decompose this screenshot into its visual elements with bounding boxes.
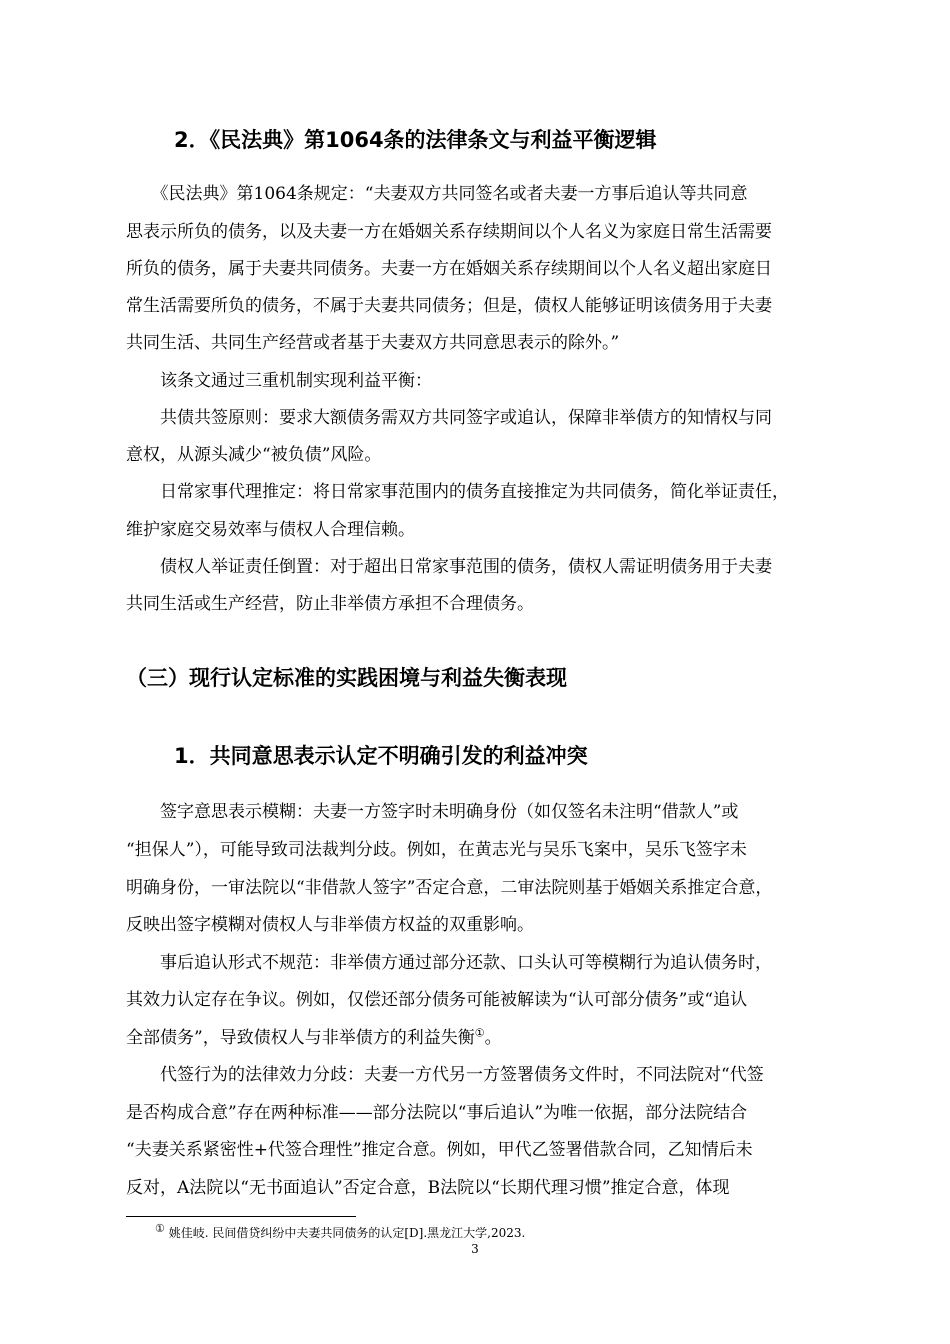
paragraph-line: 该条文通过三重机制实现利益平衡： [126, 371, 432, 391]
page-number: 3 [471, 1242, 479, 1256]
paragraph-line-with-footnote-ref [126, 1026, 502, 1050]
paragraph-line: 共同生活、共同生产经营或者基于夫妻双方共同意思表示的除外。” [126, 333, 620, 353]
paragraph-line: 《民法典》第1064条规定：“夫妻双方共同签名或者夫妻一方事后追认等共同意 [126, 184, 748, 204]
paragraph-line: 反映出签字模糊对债权人与非举债方权益的双重影响。 [126, 915, 534, 935]
paragraph-line: 明确身份，一审法院以“非借款人签字”否定合意，二审法院则基于婚姻关系推定合意， [126, 878, 773, 898]
footnote-reference[interactable]: ① [474, 1026, 485, 1040]
paragraph-line: “担保人”），可能导致司法裁判分歧。例如，在黄志光与吴乐飞案中，吴乐飞签字未 [126, 840, 747, 860]
paragraph-line: 共同生活或生产经营，防止非举债方承担不合理债务。 [126, 594, 534, 614]
paragraph-text: 。 [484, 1028, 502, 1048]
paragraph-line: “夫妻关系紧密性+代签合理性”推定合意。例如，甲代乙签署借款合同，乙知情后未 [126, 1140, 753, 1160]
paragraph-line: 所负的债务，属于夫妻共同债务。夫妻一方在婚姻关系存续期间以个人名义超出家庭日 [126, 259, 772, 279]
paragraph-text: 全部债务”，导致债权人与非举债方的利益失衡 [126, 1028, 475, 1048]
paragraph-line: 债权人举证责任倒置：对于超出日常家事范围的债务，债权人需证明债务用于夫妻 [126, 557, 772, 577]
footnote-marker: ① [155, 1222, 165, 1235]
paragraph-line: 共债共签原则：要求大额债务需双方共同签字或追认，保障非举债方的知情权与同 [126, 408, 772, 428]
paragraph-line: 常生活需要所负的债务，不属于夫妻共同债务；但是，债权人能够证明该债务用于夫妻 [126, 296, 772, 316]
paragraph-line: 日常家事代理推定：将日常家事范围内的债务直接推定为共同债务，简化举证责任， [126, 482, 789, 502]
paragraph-line: 反对，A法院以“无书面追认”否定合意，B法院以“长期代理习惯”推定合意，体现 [126, 1178, 730, 1198]
paragraph-line: 签字意思表示模糊：夫妻一方签字时未明确身份（如仅签名未注明“借款人”或 [126, 802, 739, 822]
paragraph-line: 其效力认定存在争议。例如，仅偿还部分债务可能被解读为“认可部分债务”或“追认 [126, 990, 748, 1010]
paragraph-line: 思表示所负的债务，以及夫妻一方在婚姻关系存续期间以个人名义为家庭日常生活需要 [126, 222, 772, 242]
paragraph-line: 意权，从源头减少“被负债”风险。 [126, 445, 382, 465]
paragraph-line: 维护家庭交易效率与债权人合理信赖。 [126, 520, 415, 540]
paragraph-line: 代签行为的法律效力分歧：夫妻一方代另一方签署债务文件时，不同法院对“代签 [126, 1065, 764, 1085]
paragraph-line: 事后追认形式不规范：非举债方通过部分还款、口头认可等模糊行为追认债务时， [126, 953, 772, 973]
section-heading-3: （三）现行认定标准的实践困境与利益失衡表现 [126, 666, 567, 690]
section-heading-2: 2．《民法典》第1064条的法律条文与利益平衡逻辑 [174, 128, 657, 152]
footnote-text: 姚佳岐. 民间借贷纠纷中夫妻共同债务的认定[D].黑龙江大学,2023. [168, 1226, 526, 1240]
paragraph-line: 是否构成合意”存在两种标准——部分法院以“事后追认”为唯一依据，部分法院结合 [126, 1103, 748, 1123]
footnote-divider [126, 1216, 356, 1217]
subsection-heading-1: 1．共同意思表示认定不明确引发的利益冲突 [174, 744, 588, 768]
